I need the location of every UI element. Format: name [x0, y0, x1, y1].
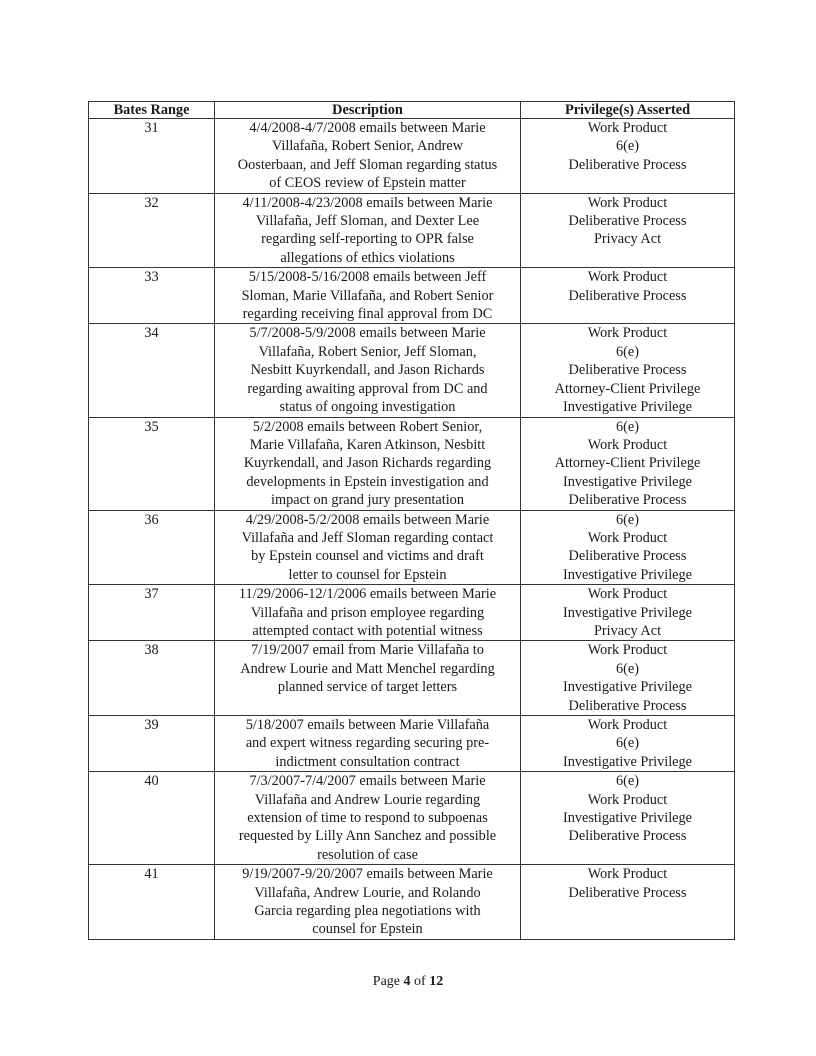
privilege-item: Investigative Privilege — [562, 399, 693, 416]
header-description: Description — [215, 102, 521, 119]
privileges-cell — [521, 772, 735, 865]
description-line: resolution of case — [317, 846, 418, 863]
description-line: Villafaña, Robert Senior, Andrew — [271, 138, 464, 155]
description-line: attempted contact with potential witness — [252, 622, 483, 639]
bates-range-cell: 37 — [89, 585, 215, 641]
description-line: 7/3/2007-7/4/2007 emails between Marie — [249, 773, 486, 790]
bates-range-cell: 34 — [89, 324, 215, 417]
privilege-item: 6(e) — [615, 418, 640, 435]
privilege-item: Work Product — [587, 866, 668, 883]
description-cell — [215, 193, 521, 268]
description-line: 4/29/2008-5/2/2008 emails between Marie — [245, 511, 490, 528]
bates-range-cell: 40 — [89, 772, 215, 865]
description-cell — [215, 268, 521, 324]
privileges-cell — [521, 510, 735, 585]
privilege-item: Work Product — [587, 791, 668, 808]
bates-range-cell: 35 — [89, 417, 215, 510]
description-line: requested by Lilly Ann Sanchez and possible — [238, 828, 497, 845]
table-row — [89, 324, 735, 417]
privilege-item: Work Product — [587, 436, 668, 453]
description-line: Andrew Lourie and Matt Menchel regarding — [240, 660, 495, 677]
privilege-item: Attorney-Client Privilege — [554, 380, 701, 397]
privilege-item: Attorney-Client Privilege — [554, 455, 701, 472]
description-line: 4/11/2008-4/23/2008 emails between Marie — [242, 194, 493, 211]
description-line: Sloman, Marie Villafaña, and Robert Senior — [241, 287, 494, 304]
privilege-item: 6(e) — [615, 735, 640, 752]
description-line: Villafaña and prison employee regarding — [250, 604, 485, 621]
description-line: developments in Epstein investigation and — [246, 473, 489, 490]
header-bates-range: Bates Range — [89, 102, 215, 119]
privilege-item: 6(e) — [615, 138, 640, 155]
privilege-item: Privacy Act — [593, 622, 662, 639]
description-line: Garcia regarding plea negotiations with — [254, 903, 481, 920]
description-line: 11/29/2006-12/1/2006 emails between Marie — [238, 586, 497, 603]
header-privileges: Privilege(s) Asserted — [521, 102, 735, 119]
privilege-item: 6(e) — [615, 773, 640, 790]
privilege-item: Work Product — [587, 269, 668, 286]
privilege-item: Work Product — [587, 120, 668, 136]
privileges-cell — [521, 716, 735, 772]
privilege-item: Work Product — [587, 194, 668, 211]
description-line: indictment consultation contract — [275, 753, 460, 770]
table-row — [89, 585, 735, 641]
description-line: 9/19/2007-9/20/2007 emails between Marie — [242, 866, 493, 883]
privileges-cell — [521, 865, 735, 940]
description-line: regarding awaiting approval from DC and — [247, 380, 488, 397]
description-cell — [215, 119, 521, 194]
privileges-cell — [521, 585, 735, 641]
description-cell — [215, 510, 521, 585]
privilege-item: Deliberative Process — [568, 492, 687, 509]
description-line: Villafaña, Andrew Lourie, and Rolando — [254, 884, 481, 901]
footer-page-number: 4 — [403, 974, 411, 989]
description-line: Kuyrkendall, and Jason Richards regarding — [243, 455, 492, 472]
description-line: extension of time to respond to subpoenas — [247, 810, 488, 827]
footer-page-total: 12 — [429, 974, 444, 989]
description-line: Nesbitt Kuyrkendall, and Jason Richards — [250, 362, 485, 379]
privilege-item: Work Product — [587, 586, 668, 603]
bates-range-cell: 39 — [89, 716, 215, 772]
privilege-item: Investigative Privilege — [562, 566, 693, 583]
table-row — [89, 119, 735, 194]
description-line: Marie Villafaña, Karen Atkinson, Nesbitt — [249, 436, 486, 453]
description-line: of CEOS review of Epstein matter — [269, 175, 466, 192]
description-line: Oosterbaan, and Jeff Sloman regarding status — [237, 156, 498, 173]
privilege-item: Privacy Act — [593, 231, 662, 248]
privileges-cell — [521, 119, 735, 194]
table-row — [89, 193, 735, 268]
table-row — [89, 865, 735, 940]
description-line: 5/15/2008-5/16/2008 emails between Jeff — [248, 269, 487, 286]
table-row — [89, 417, 735, 510]
description-line: allegations of ethics violations — [280, 249, 455, 266]
table-row — [89, 716, 735, 772]
description-line: 7/19/2007 email from Marie Villafaña to — [251, 642, 484, 659]
privilege-item: Deliberative Process — [568, 362, 687, 379]
description-cell — [215, 417, 521, 510]
privileges-cell — [521, 193, 735, 268]
description-line: impact on grand jury presentation — [271, 492, 464, 509]
bates-range-cell: 38 — [89, 641, 215, 716]
description-line: Villafaña and Jeff Sloman regarding contact — [241, 529, 494, 546]
description-line: and expert witness regarding securing pre- — [245, 735, 490, 752]
privilege-item: 6(e) — [615, 343, 640, 360]
privilege-item: Deliberative Process — [568, 884, 687, 901]
footer-prefix: Page — [372, 974, 404, 989]
privilege-item: Deliberative Process — [568, 697, 687, 714]
description-cell — [215, 716, 521, 772]
description-line: regarding receiving final approval from DC — [242, 306, 493, 323]
privilege-item: Investigative Privilege — [562, 679, 693, 696]
description-line: letter to counsel for Epstein — [288, 566, 447, 583]
page-footer — [0, 974, 816, 990]
table-row — [89, 772, 735, 865]
privileges-cell — [521, 268, 735, 324]
table-header-row — [89, 102, 735, 119]
bates-range-cell: 36 — [89, 510, 215, 585]
table-body — [89, 119, 735, 940]
privilege-item: Investigative Privilege — [562, 810, 693, 827]
description-cell — [215, 772, 521, 865]
bates-range-cell: 33 — [89, 268, 215, 324]
description-cell — [215, 585, 521, 641]
table-row — [89, 641, 735, 716]
privilege-item: Investigative Privilege — [562, 753, 693, 770]
description-line: regarding self-reporting to OPR false — [261, 231, 474, 248]
description-line: Villafaña, Robert Senior, Jeff Sloman, — [258, 343, 477, 360]
description-line: 5/2/2008 emails between Robert Senior, — [252, 418, 483, 435]
description-line: planned service of target letters — [277, 679, 458, 696]
description-line: Villafaña, Jeff Sloman, and Dexter Lee — [255, 213, 480, 230]
privilege-item: Work Product — [587, 717, 668, 733]
privilege-item: Deliberative Process — [568, 548, 687, 565]
privilege-item: 6(e) — [615, 660, 640, 677]
privilege-item: Investigative Privilege — [562, 604, 693, 621]
description-cell — [215, 641, 521, 716]
privilege-item: Deliberative Process — [568, 287, 687, 304]
privileges-cell — [521, 417, 735, 510]
privilege-item: Deliberative Process — [568, 156, 687, 173]
table-row — [89, 268, 735, 324]
privilege-item: Work Product — [587, 325, 668, 342]
description-line: counsel for Epstein — [312, 921, 423, 938]
privileges-cell — [521, 641, 735, 716]
privilege-item: Investigative Privilege — [562, 473, 693, 490]
description-line: Villafaña and Andrew Lourie regarding — [254, 791, 481, 808]
description-line: by Epstein counsel and victims and draft — [251, 548, 484, 565]
description-line: 5/18/2007 emails between Marie Villafaña — [245, 717, 490, 733]
privilege-log-table — [88, 101, 735, 940]
footer-of: of — [410, 974, 430, 989]
description-cell — [215, 324, 521, 417]
privilege-item: 6(e) — [615, 511, 640, 528]
bates-range-cell: 32 — [89, 193, 215, 268]
privilege-item: Work Product — [587, 642, 668, 659]
privilege-item: Work Product — [587, 529, 668, 546]
description-line: 4/4/2008-4/7/2008 emails between Marie — [249, 120, 486, 136]
privileges-cell — [521, 324, 735, 417]
privilege-item: Deliberative Process — [568, 213, 687, 230]
bates-range-cell: 41 — [89, 865, 215, 940]
description-cell — [215, 865, 521, 940]
table-row — [89, 510, 735, 585]
description-line: status of ongoing investigation — [279, 399, 456, 416]
bates-range-cell: 31 — [89, 119, 215, 194]
privilege-item: Deliberative Process — [568, 828, 687, 845]
description-line: 5/7/2008-5/9/2008 emails between Marie — [249, 325, 486, 342]
